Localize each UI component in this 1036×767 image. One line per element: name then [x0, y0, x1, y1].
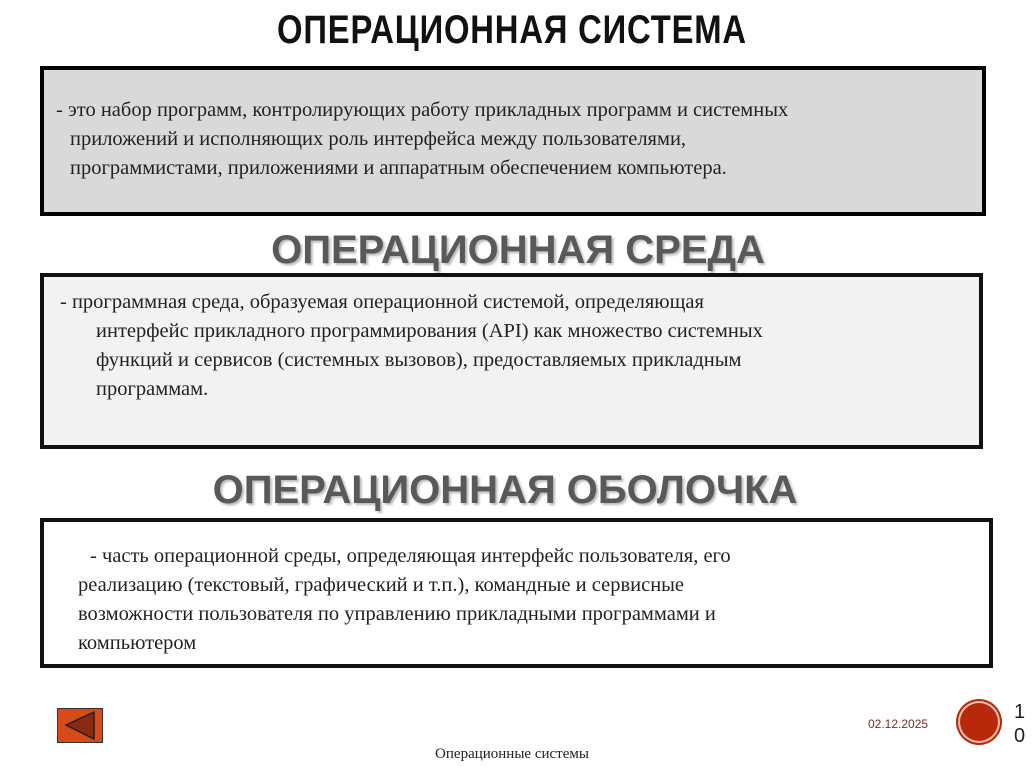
definition-line: компьютером [78, 632, 197, 654]
definition-line: - программная среда, образуемая операционной системой, определяющая [60, 291, 704, 313]
environment-definition-box [40, 273, 983, 449]
definition-line: - это набор программ, контролирующих работу прикладных программ и системных [56, 99, 789, 121]
footer-caption: Операционные системы [435, 746, 589, 762]
definition-line: возможности пользователя по управлению прикладными программами и [78, 603, 716, 625]
decorative-circle-icon [958, 701, 1000, 743]
definition-line: интерфейс прикладного программирования (API) как множество системных [96, 320, 763, 342]
page-number [1014, 700, 1025, 748]
previous-slide-button[interactable] [57, 708, 103, 743]
page-number-line: 0 [1014, 725, 1026, 747]
slide-date: 02.12.2025 [868, 717, 929, 731]
slide-title: ОПЕРАЦИОННАЯ СИСТЕМА [277, 8, 747, 52]
definition-line: программистами, приложениями и аппаратным обеспечением компьютера. [70, 157, 727, 179]
os-definition-box [40, 66, 986, 216]
heading-environment: ОПЕРАЦИОННАЯ СРЕДА [271, 228, 765, 272]
shell-definition-box [40, 518, 993, 668]
definition-line: функций и сервисов (системных вызовов), предоставляемых прикладным [96, 349, 742, 371]
definition-line: приложений и исполняющих роль интерфейса между пользователями, [70, 128, 687, 150]
page-number-line: 1 [1014, 701, 1026, 723]
definition-line: - часть операционной среды, определяющая интерфейс пользователя, его [90, 545, 731, 567]
heading-shell: ОПЕРАЦИОННАЯ ОБОЛОЧКА [212, 468, 798, 512]
definition-line: программам. [96, 378, 209, 400]
back-arrow-icon [58, 709, 102, 742]
definition-line: реализацию (текстовый, графический и т.п.), командные и сервисные [78, 574, 685, 596]
